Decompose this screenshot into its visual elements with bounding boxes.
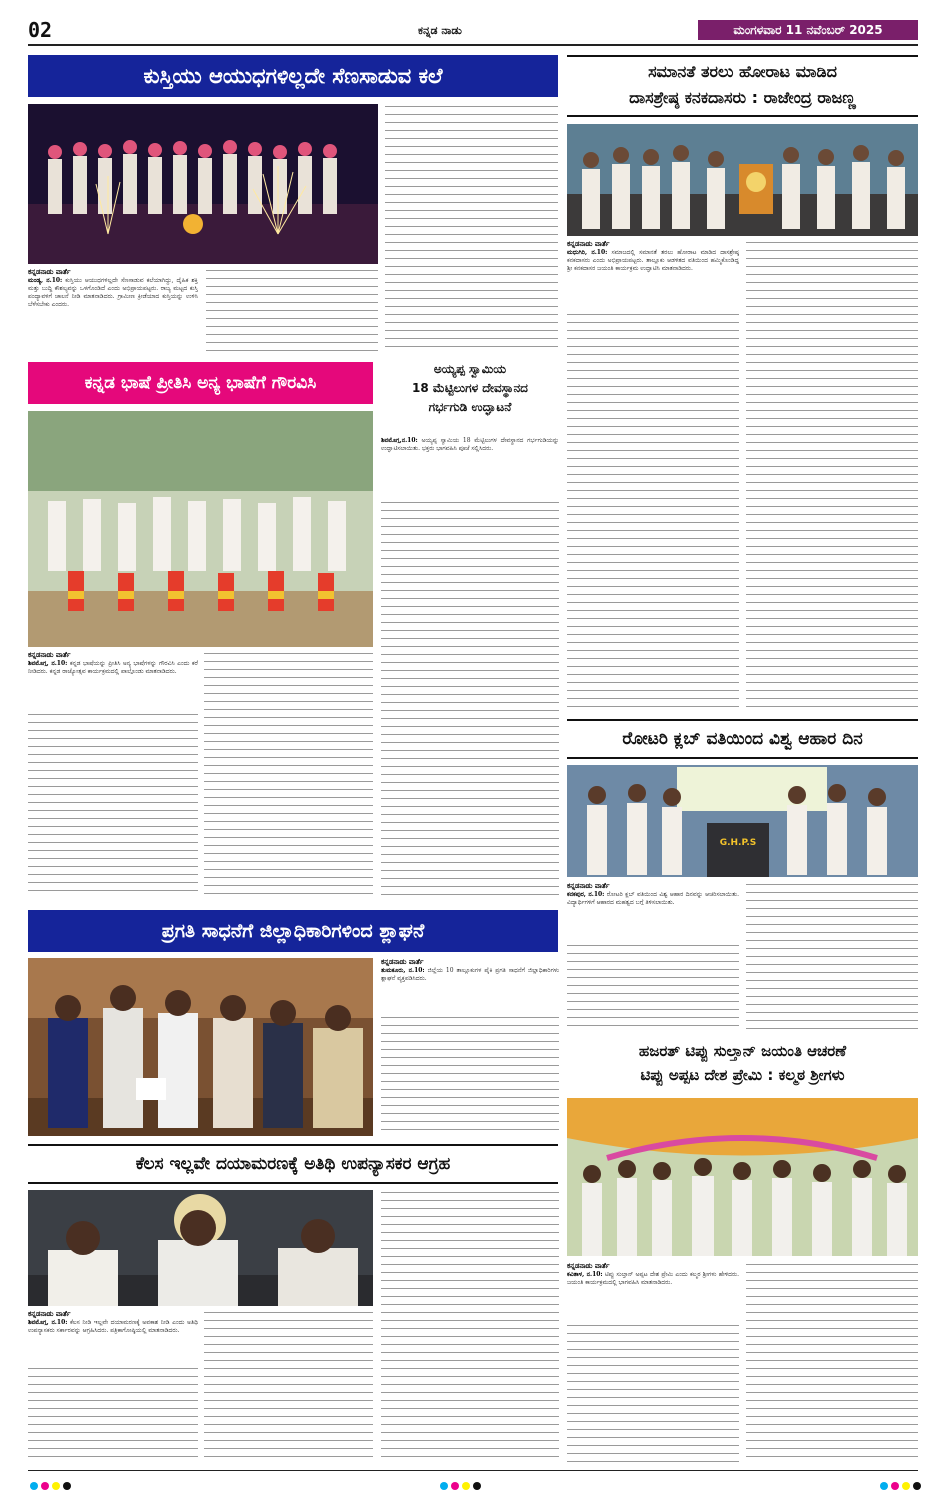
kusti-headline: ಕುಸ್ತಿಯು ಆಯುಧಗಳಿಲ್ಲದೇ ಸೆಣಸಾಡುವ ಕಲೆ: [28, 55, 558, 97]
cyan-dot: [30, 1482, 38, 1490]
rotary-podium-label: G.H.P.S: [719, 838, 757, 848]
rotary-text: ರೋಟರಿ ಕ್ಲಬ್ ವತಿಯಿಂದ ವಿಶ್ವ ಆಹಾರ ದಿನವನ್ನು ಆಚರಿಸಲಾಯಿತು. ವಿದ್ಯಾರ್ಥಿಗಳಿಗೆ ಆಹಾರದ ಮಹತ್ವದ ಬಗ್ಗೆ ತಿಳಿಸಲಾಯಿತು.: [567, 891, 739, 906]
yellow-dot: [52, 1482, 60, 1490]
kusti-body-col1: [28, 277, 198, 352]
kanakadasa-body-col1b: [567, 312, 739, 707]
atithi-body-col3: [381, 1190, 559, 1463]
kanakadasa-dateline: ಮಧುಗಿರಿ, ನ.10:: [567, 249, 608, 256]
black-dot: [913, 1482, 921, 1490]
kusti-byline: ಕನ್ನಡನಾಡು ವಾರ್ತೆ: [28, 268, 71, 276]
kannada-bhashe-body-col1: [28, 660, 198, 710]
print-marks-left: [30, 1482, 71, 1490]
rotary-byline: ಕನ್ನಡನಾಡು ವಾರ್ತೆ: [567, 882, 610, 890]
atithi-byline: ಕನ್ನಡನಾಡು ವಾರ್ತೆ: [28, 1310, 71, 1318]
kannada-bhashe-photo: [28, 411, 373, 647]
page-number: 02: [28, 18, 53, 42]
kannada-bhashe-body-col1b: [28, 712, 198, 897]
yellow-dot: [902, 1482, 910, 1490]
black-dot: [473, 1482, 481, 1490]
atithi-photo: [28, 1190, 373, 1306]
rotary-body-col1: [567, 891, 739, 941]
paper-name: ಕನ್ನಡ ನಾಡು: [418, 24, 462, 37]
atithi-dateline: ಶಿವಮೊಗ್ಗ, ನ.10:: [28, 1319, 68, 1326]
ayyappa-headline-3: ಗರ್ಭಗುಡಿ ಉದ್ಘಾಟನೆ: [428, 400, 512, 414]
ayyappa-headline-1: ಅಯ್ಯಪ್ಪ ಸ್ವಾಮಿಯ: [433, 362, 507, 376]
tippu-dateline: ಕವಿತಾಳ, ನ.10:: [567, 1271, 603, 1278]
pragati-text: ಜಿಲ್ಲೆಯ 10 ತಾಲ್ಲೂಕುಗಳ ಪೈಕಿ ಪ್ರಗತಿ ಸಾಧನೆಗೆ ಜಿಲ್ಲಾಧಿಕಾರಿಗಳು ಶ್ಲಾಘನೆ ವ್ಯಕ್ತಪಡಿಸಿದರು.: [381, 967, 559, 982]
tippu-body-col1b: [567, 1323, 739, 1463]
atithi-headline: ಕೆಲಸ ಇಲ್ಲವೇ ದಯಾಮರಣಕ್ಕೆ ಅತಿಥಿ ಉಪನ್ಯಾಸಕರ ಆಗ್ರಹ: [135, 1154, 451, 1174]
kanakadasa-headline-1: ಸಮಾನತೆ ತರಲು ಹೋರಾಟ ಮಾಡಿದ: [648, 62, 837, 81]
kanakadasa-photo: [567, 124, 918, 236]
kannada-bhashe-dateline: ಶಿವಮೊಗ್ಗ, ನ.10:: [28, 660, 68, 667]
rotary-body-col2: [746, 882, 918, 1030]
tippu-byline: ಕನ್ನಡನಾಡು ವಾರ್ತೆ: [567, 1262, 610, 1270]
print-marks-center: [440, 1482, 481, 1490]
pragati-body-top: [381, 967, 559, 1012]
tippu-headline-box: [567, 1040, 918, 1092]
tippu-headline-2: ಟಿಪ್ಪು ಅಪ್ಪಟ ದೇಶ ಪ್ರೇಮಿ : ಕಲ್ಮಠ ಶ್ರೀಗಳು: [640, 1066, 845, 1084]
rotary-photo: [567, 765, 918, 877]
pragati-dateline: ತುಮಕೂರು, ನ.10:: [381, 967, 425, 974]
kannada-bhashe-headline: ಕನ್ನಡ ಭಾಷೆ ಪ್ರೀತಿಸಿ ಅನ್ಯ ಭಾಷೆಗೆ ಗೌರವಿಸಿ: [28, 362, 373, 404]
kusti-body-col2: [206, 268, 378, 352]
cyan-dot: [440, 1482, 448, 1490]
kanakadasa-byline: ಕನ್ನಡನಾಡು ವಾರ್ತೆ: [567, 240, 610, 248]
pragati-headline: ಪ್ರಗತಿ ಸಾಧನೆಗೆ ಜಿಲ್ಲಾಧಿಕಾರಿಗಳಿಂದ ಶ್ಲಾಘನೆ: [28, 910, 558, 952]
kusti-dateline: ಮಂಡ್ಯ, ನ.10:: [28, 277, 63, 284]
kannada-bhashe-text: ಕನ್ನಡ ಭಾಷೆಯನ್ನು ಪ್ರೀತಿಸಿ ಅನ್ಯ ಭಾಷೆಗಳನ್ನು ಗೌರವಿಸಿ ಎಂದು ಕರೆ ನೀಡಿದರು. ಕನ್ನಡ ರಾಜ್ಯೋತ್ಸವ ಕಾರ್ಯಕ್ರಮದಲ್ಲಿ ಪಾಲ್ಗೊಂಡು ಮಾತನಾಡಿದರು.: [28, 660, 198, 675]
rotary-dateline: ಕನಕಪುರ, ನ.10:: [567, 891, 605, 898]
kusti-body-col3: [385, 104, 558, 352]
tippu-body-col1: [567, 1271, 739, 1321]
kanakadasa-headline-box: [567, 55, 918, 117]
yellow-dot: [462, 1482, 470, 1490]
rotary-body-col1b: [567, 943, 739, 1030]
ayyappa-headline-box: [381, 362, 559, 432]
issue-date: ಮಂಗಳವಾರ 11 ನವೆಂಬರ್ 2025: [698, 20, 918, 40]
atithi-text: ಕೆಲಸ ನೀಡಿ ಇಲ್ಲವೇ ದಯಾಮರಣಕ್ಕೆ ಅವಕಾಶ ನೀಡಿ ಎಂದು ಅತಿಥಿ ಉಪನ್ಯಾಸಕರು ಸರ್ಕಾರವನ್ನು ಆಗ್ರಹಿಸಿದರು. ಪತ್ರಿಕಾಗೋಷ್ಠಿಯಲ್ಲಿ ಮಾತನಾಡಿದರು.: [28, 1319, 198, 1334]
tippu-headline-1: ಹಜರತ್ ಟಿಪ್ಪು ಸುಲ್ತಾನ್ ಜಯಂತಿ ಆಚರಣೆ: [638, 1042, 847, 1060]
atithi-body-col2: [204, 1310, 373, 1463]
atithi-body-col1: [28, 1319, 198, 1364]
atithi-body-col1b: [28, 1366, 198, 1463]
header-rule: [28, 44, 918, 46]
kannada-bhashe-byline: ಕನ್ನಡನಾಡು ವಾರ್ತೆ: [28, 651, 71, 659]
footer-rule: [28, 1470, 918, 1471]
ayyappa-body-top: [381, 437, 559, 497]
kanakadasa-headline-2: ದಾಸಶ್ರೇಷ್ಠ ಕನಕದಾಸರು : ರಾಜೇಂದ್ರ ರಾಜಣ್ಣ: [629, 88, 856, 107]
kannada-bhashe-body-col2: [204, 651, 373, 897]
tippu-photo: [567, 1098, 918, 1256]
kusti-photo: [28, 104, 378, 264]
kanakadasa-body-col2: [746, 240, 918, 707]
tippu-text: ಟಿಪ್ಪು ಸುಲ್ತಾನ್ ಅಪ್ಪಟ ದೇಶ ಪ್ರೇಮಿ ಎಂದು ಕಲ್ಮಠ ಶ್ರೀಗಳು ಹೇಳಿದರು. ಜಯಂತಿ ಕಾರ್ಯಕ್ರಮದಲ್ಲಿ ಭಾಗವಹಿಸಿ ಮಾತನಾಡಿದರು.: [567, 1271, 739, 1286]
kusti-text: ಕುಸ್ತಿಯು ಆಯುಧಗಳಿಲ್ಲದೇ ಸೆಣಸಾಡುವ ಕಲೆಯಾಗಿದ್ದು, ದೈಹಿಕ ಶಕ್ತಿ ಮತ್ತು ಬುದ್ಧಿ ಕೌಶಲ್ಯವನ್ನು ಒಳಗೊಂಡಿದೆ ಎಂದು ಅಭಿಪ್ರಾಯಪಟ್ಟರು. ರಾಜ್ಯ ಮಟ್ಟದ ಕುಸ್ತಿ ಪಂದ್ಯಾವಳಿಗೆ ಚಾಲನೆ ನೀಡಿ ಮಾತನಾಡಿದರು. ಗ್ರಾಮೀಣ ಕ್ರೀಡೆಯಾದ ಕುಸ್ತಿಯನ್ನು ಉಳಿಸಿ ಬೆಳೆಸಬೇಕು ಎಂದರು.: [28, 277, 198, 308]
ayyappa-dateline: ಶಿವಮೊಗ್ಗ,ನ.10:: [381, 437, 418, 444]
magenta-dot: [891, 1482, 899, 1490]
rotary-headline: ರೋಟರಿ ಕ್ಲಬ್ ವತಿಯಿಂದ ವಿಶ್ವ ಆಹಾರ ದಿನ: [622, 729, 863, 749]
magenta-dot: [41, 1482, 49, 1490]
tippu-body-col2: [746, 1262, 918, 1463]
print-marks-right: [880, 1482, 921, 1490]
atithi-headline-box: [28, 1144, 558, 1184]
magenta-dot: [451, 1482, 459, 1490]
pragati-body: [381, 1015, 559, 1136]
black-dot: [63, 1482, 71, 1490]
rotary-headline-box: [567, 719, 918, 759]
pragati-byline: ಕನ್ನಡನಾಡು ವಾರ್ತೆ: [381, 958, 424, 966]
kanakadasa-body-col1: [567, 249, 739, 309]
pragati-photo: [28, 958, 373, 1136]
ayyappa-body: [381, 500, 559, 897]
ayyappa-text: ಅಯ್ಯಪ್ಪ ಸ್ವಾಮಿಯ 18 ಮೆಟ್ಟಿಲುಗಳ ದೇವಸ್ಥಾನದ ಗರ್ಭಗುಡಿಯನ್ನು ಉದ್ಘಾಟಿಸಲಾಯಿತು. ಭಕ್ತರು ಭಾಗವಹಿಸಿ ಪೂಜೆ ಸಲ್ಲಿಸಿದರು.: [381, 437, 559, 452]
cyan-dot: [880, 1482, 888, 1490]
kanakadasa-text: ಸಮಾಜದಲ್ಲಿ ಸಮಾನತೆ ತರಲು ಹೋರಾಟ ಮಾಡಿದ ದಾಸಶ್ರೇಷ್ಠ ಕನಕದಾಸರು ಎಂದು ಅಭಿಪ್ರಾಯಪಟ್ಟರು. ತಾಲ್ಲೂಕು ಆಡಳಿತದ ವತಿಯಿಂದ ಹಮ್ಮಿಕೊಂಡಿದ್ದ ಶ್ರೀ ಕನಕದಾಸರ ಜಯಂತಿ ಕಾರ್ಯಕ್ರಮ ಉದ್ಘಾಟಿಸಿ ಮಾತನಾಡಿದರು.: [567, 249, 739, 272]
ayyappa-headline-2: 18 ಮೆಟ್ಟಿಲುಗಳ ದೇವಸ್ಥಾನದ: [412, 381, 528, 395]
